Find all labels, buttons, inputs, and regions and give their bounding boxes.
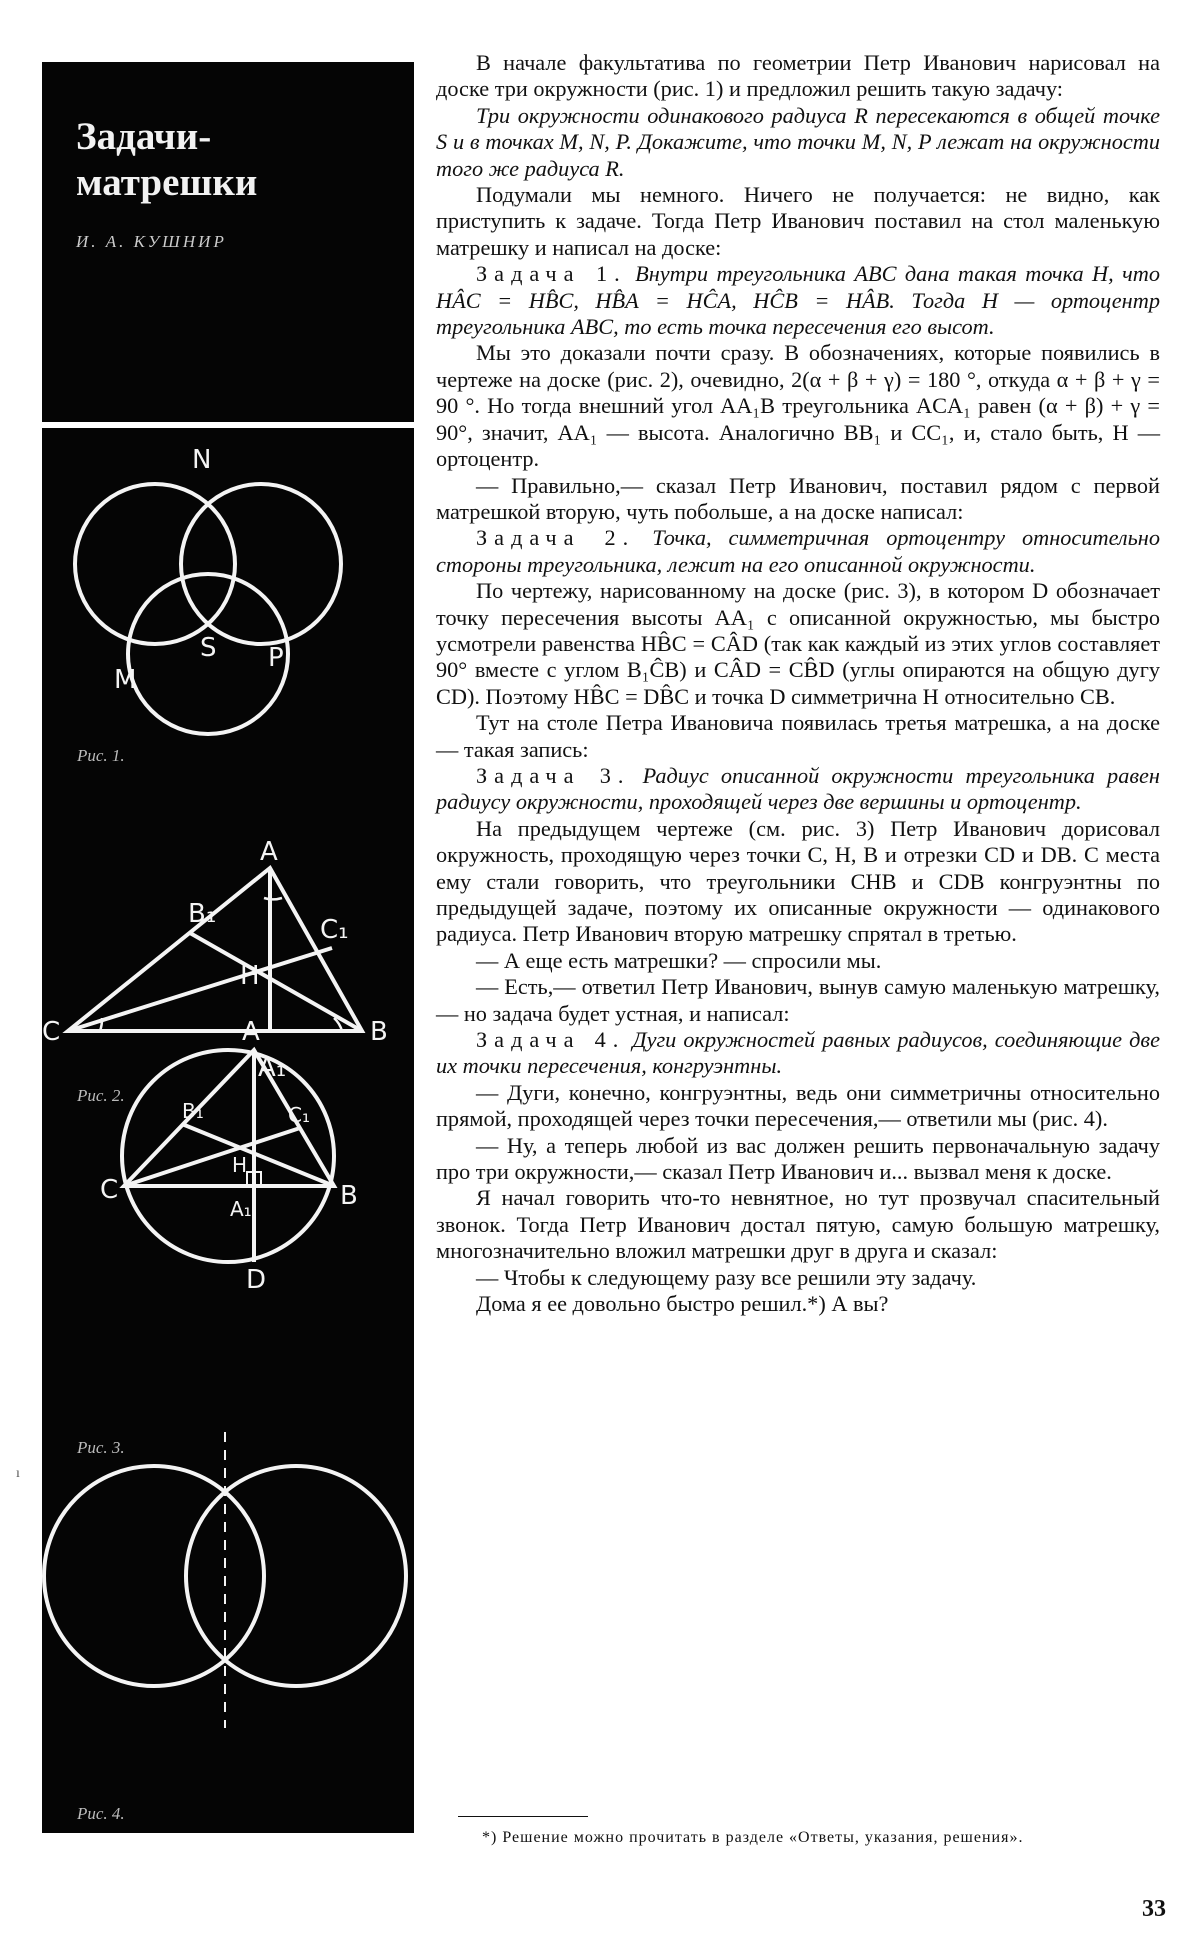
fig2-label-c1: C₁ — [320, 915, 349, 945]
task-3 — [436, 763, 1160, 816]
page-number: 33 — [1142, 1896, 1166, 1922]
paragraph: — Есть,— ответил Петр Иванович, вынув самую маленькую матрешку,— но задача будет устная, и написал: — [436, 974, 1160, 1026]
fig3-label-b1: B₁ — [182, 1099, 204, 1123]
task-3-text: Радиус описанной окружности треугольника равен радиусу окружности, проходящей через две вершины и ортоцентр. — [436, 762, 1160, 815]
footnote-divider — [458, 1816, 588, 1817]
paragraph: — Правильно,— сказал Петр Иванович, поставил рядом с первой матрешкой вторую, чуть побольше, а на доске написал: — [436, 472, 1160, 524]
footnote: *) Решение можно прочитать в разделе «Ответы, указания, решения». — [482, 1829, 1024, 1846]
article-author: И. А. КУШНИР — [76, 232, 227, 251]
paragraph: Дома я ее довольно быстро решил.*) А вы? — [476, 1291, 889, 1317]
fig1-caption: Рис. 1. — [77, 746, 125, 765]
fig3-label-a: A — [242, 1017, 260, 1047]
problem-statement: Три окружности одинакового радиуса R пересекаются в общей точке S и в точках M, N, P. Докажите, что точки M, N, P лежат на окружности того же радиуса R. — [436, 102, 1160, 181]
paragraph: Мы это доказали почти сразу. В обозначениях, которые появились в чертеже на доске (рис. 2), очевидно, 2(α + β + γ) = 180 °, откуда α + β + γ = 90 °. Но тогда внешний угол AA₁B треугольника ACA₁ равен (α + β) + γ = 90°, значит, AA₁ — высота. Аналогично BB₁ и CC₁, и, стало быть, H — ортоцентр. — [436, 340, 1160, 472]
paragraph: На предыдущем чертеже (см. рис. 3) Петр Иванович дорисовал окружность, проходящую через точки C, H, B и отрезки CD и DB. С места ему стали говорить, что треугольники CHB и CDB конгруэнтны по предыдущей задаче, поэтому их описанные окружности — одинакового радиуса. Петр Иванович вторую матрешку спрятал в третью. — [436, 815, 1160, 947]
fig2-label-h: H — [240, 961, 260, 991]
fig2-label-a: A — [260, 837, 278, 867]
task-2-text: Точка, симметричная ортоцентру относительно стороны треугольника, лежит на его описанной окружности. — [436, 525, 1160, 577]
figure-4 — [44, 1432, 406, 1728]
article-title: Задачи- матрешки — [76, 115, 258, 204]
fig4-circle-left — [44, 1466, 264, 1686]
fig1-label-s: S — [200, 633, 217, 663]
paragraph: — Дуги, конечно, конгруэнтны, ведь они симметричны относительно прямой, проходящей через точки пересечения,— ответили мы (рис. 4). — [436, 1079, 1160, 1132]
fig3-label-c: C — [100, 1175, 119, 1205]
task-2-heading: Задача 2. — [476, 525, 636, 551]
fig2-angle-a — [264, 898, 282, 899]
fig1-label-p: P — [268, 643, 284, 673]
task-1-text: Внутри треугольника ABC дана такая точка H, что HÂC = HB̂C, HB̂A = HĈA, HĈB = HÂB. Тогда H — ортоцентр треугольника ABC, то есть точка пересечения его высот. — [436, 261, 1160, 340]
paragraph: — А еще есть матрешки? — спросили мы. — [476, 947, 882, 973]
fig4-caption: Рис. 4. — [77, 1804, 125, 1823]
margin-mark: ı — [16, 1466, 20, 1481]
task-1-heading: Задача 1. — [476, 261, 627, 287]
paragraph: Подумали мы немного. Ничего не получается: не видно, как приступить к задаче. Тогда Петр Иванович поставил на стол маленькую матрешку и написал на доске: — [436, 182, 1160, 260]
fig3-label-c1: C₁ — [288, 1103, 310, 1127]
fig1-label-n: N — [192, 445, 212, 475]
paragraph: — Ну, а теперь любой из вас должен решить первоначальную задачу про три окружности,— сказал Петр Иванович и... вызвал меня к доске. — [436, 1132, 1160, 1185]
paragraph: Я начал говорить что-то невнятное, но тут прозвучал спасительный звонок. Тогда Петр Иванович достал пятую, самую большую матрешку, многозначительно вложил матрешки друг в друга и сказал: — [436, 1185, 1160, 1264]
fig3-caption: Рис. 3. — [77, 1438, 125, 1457]
task-4-heading: Задача 4. — [476, 1027, 626, 1053]
fig2-label-b1: B₁ — [188, 899, 217, 929]
figures-panel — [42, 428, 414, 1833]
task-3-heading: Задача 3. — [476, 762, 631, 788]
fig2-label-b: B — [370, 1017, 388, 1047]
fig2-label-c: C — [42, 1017, 61, 1047]
fig3-label-h: H — [232, 1153, 248, 1177]
fig3-label-d: D — [246, 1265, 267, 1295]
paragraph: Тут на столе Петра Ивановича появилась третья матрешка, а на доске — такая запись: — [436, 710, 1160, 762]
fig1-circle-left — [75, 484, 235, 644]
fig4-circle-right — [186, 1466, 406, 1686]
fig3-altitude-b — [182, 1124, 334, 1186]
fig2-caption: Рис. 2. — [77, 1086, 125, 1105]
fig3-label-b: B — [340, 1181, 358, 1211]
fig3-label-a1: A₁ — [230, 1197, 252, 1221]
figure-3 — [122, 1050, 334, 1262]
task-2 — [436, 525, 1160, 578]
task-1 — [436, 261, 1160, 340]
fig1-label-m: M — [114, 665, 137, 695]
fig1-circle-right — [181, 484, 341, 644]
paragraph: В начале факультатива по геометрии Петр Иванович нарисовал на доске три окружности (рис. 1) и предложил решить такую задачу: — [436, 50, 1160, 102]
article-body — [436, 50, 1160, 1318]
task-4-text: Дуги окружностей равных радиусов, соединяющие две их точки пересечения, конгруэнтны. — [436, 1027, 1160, 1079]
paragraph: — Чтобы к следующему разу все решили эту задачу. — [476, 1264, 977, 1290]
title-block — [42, 62, 414, 422]
figures-drawing — [42, 428, 414, 1833]
paragraph: По чертежу, нарисованному на доске (рис. 3), в котором D обозначает точку пересечения высоты AA₁ с описанной окружностью, мы быстро усмотрели равенства HB̂C = CÂD (так как каждый из этих углов составляет 90° вместе с углом B₁ĈB) и CÂD = CB̂D (углы опираются на общую дугу CD). Поэтому HB̂C = DB̂C и точка D симметрична H относительно CB. — [436, 578, 1160, 709]
fig2-label-a1: A₁ — [258, 1053, 287, 1083]
task-4 — [436, 1027, 1160, 1080]
figure-2 — [68, 868, 362, 1031]
figure-1 — [75, 484, 341, 734]
